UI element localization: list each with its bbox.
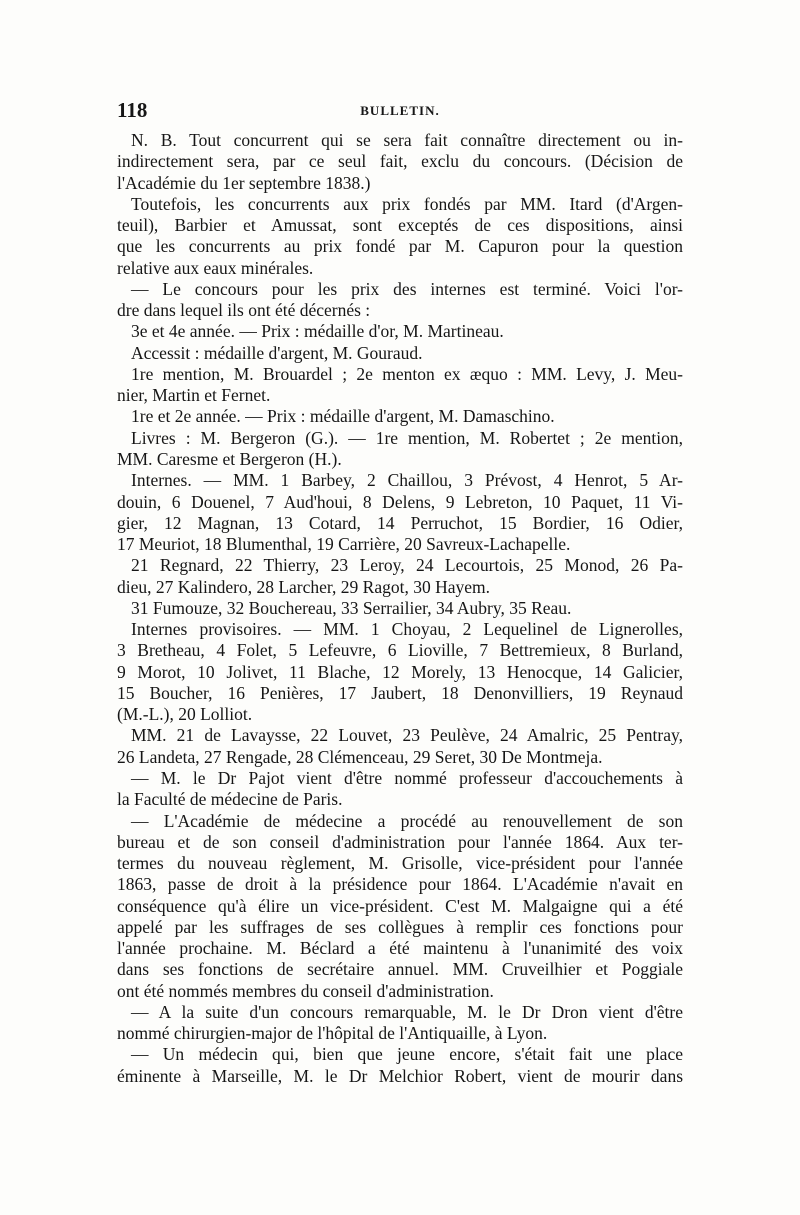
text-line: termes du nouveau règlement, M. Grisolle, vice-président pour l'année (117, 853, 683, 874)
text-line: Accessit : médaille d'argent, M. Gouraud. (131, 342, 423, 363)
text-line: conséquence qu'à élire un vice-président. C'est M. Malgaigne qui a été (117, 895, 683, 916)
text-line: 1re mention, M. Brouardel ; 2e menton ex æquo : MM. Levy, J. Meu- (131, 363, 683, 384)
text-line: 9 Morot, 10 Jolivet, 11 Blache, 12 Morely, 13 Henocque, 14 Galicier, (117, 661, 683, 682)
text-line: teuil), Barbier et Amussat, sont exceptés de ces dispositions, ainsi (117, 215, 683, 236)
text-line: douin, 6 Douenel, 7 Aud'houi, 8 Delens, 9 Lebreton, 10 Paquet, 11 Vi- (117, 491, 683, 512)
text-line: l'Académie du 1er septembre 1838.) (117, 172, 371, 193)
text-line: la Faculté de médecine de Paris. (117, 789, 343, 810)
text-line: — L'Académie de médecine a procédé au renouvellement de son (131, 810, 683, 831)
text-line: 17 Meuriot, 18 Blumenthal, 19 Carrière, 20 Savreux-Lachapelle. (117, 534, 571, 555)
text-line: ont été nommés membres du conseil d'administration. (117, 980, 494, 1001)
text-line: indirectement sera, par ce seul fait, exclu du concours. (Décision de (117, 151, 683, 172)
text-line: — M. le Dr Pajot vient d'être nommé professeur d'accouchements à (131, 767, 683, 788)
text-line: Internes. — MM. 1 Barbey, 2 Chaillou, 3 Prévost, 4 Henrot, 5 Ar- (131, 470, 683, 491)
text-line: 3 Bretheau, 4 Folet, 5 Lefeuvre, 6 Lioville, 7 Bettremieux, 8 Burland, (117, 640, 683, 661)
running-head: BULLETIN. (360, 103, 440, 118)
text-line: MM. Caresme et Bergeron (H.). (117, 448, 342, 469)
text-line: appelé par les suffrages de ses collègues à remplir ces fonctions pour (117, 916, 683, 937)
text-line: Toutefois, les concurrents aux prix fondés par MM. Itard (d'Argen- (131, 193, 683, 214)
text-line: 1re et 2e année. — Prix : médaille d'argent, M. Damaschino. (131, 406, 555, 427)
text-line: dre dans lequel ils ont été décernés : (117, 300, 371, 321)
page-number: 118 (117, 98, 148, 122)
body-text (117, 130, 683, 1087)
text-line: 21 Regnard, 22 Thierry, 23 Leroy, 24 Lecourtois, 25 Monod, 26 Pa- (131, 555, 683, 576)
text-line: 15 Boucher, 16 Penières, 17 Jaubert, 18 Denonvilliers, 19 Reynaud (117, 682, 683, 703)
text-line: relative aux eaux minérales. (117, 257, 314, 278)
text-line: dieu, 27 Kalindero, 28 Larcher, 29 Ragot, 30 Hayem. (117, 576, 491, 597)
text-line: Livres : M. Bergeron (G.). — 1re mention, M. Robertet ; 2e mention, (131, 427, 683, 448)
text-line: Internes provisoires. — MM. 1 Choyau, 2 Lequelinel de Lignerolles, (131, 619, 683, 640)
text-line: — Le concours pour les prix des internes est terminé. Voici l'or- (131, 278, 683, 299)
text-line: 31 Fumouze, 32 Bouchereau, 33 Serrailier, 34 Aubry, 35 Reau. (131, 597, 572, 618)
text-line: 3e et 4e année. — Prix : médaille d'or, M. Martineau. (131, 321, 504, 342)
text-line: 26 Landeta, 27 Rengade, 28 Clémenceau, 29 Seret, 30 De Montmeja. (117, 746, 603, 767)
text-line: nommé chirurgien-major de l'hôpital de l'Antiquaille, à Lyon. (117, 1023, 548, 1044)
text-line: — A la suite d'un concours remarquable, M. le Dr Dron vient d'être (131, 1001, 683, 1022)
text-line: dans ses fonctions de secrétaire annuel. MM. Cruveilhier et Poggiale (117, 959, 683, 980)
text-line: N. B. Tout concurrent qui se sera fait connaître directement ou in- (131, 130, 683, 150)
text-line: nier, Martin et Fernet. (117, 385, 271, 406)
text-line: gier, 12 Magnan, 13 Cotard, 14 Perruchot, 15 Bordier, 16 Odier, (117, 512, 683, 533)
page-header (117, 98, 683, 124)
text-line: 1863, passe de droit à la présidence pour 1864. L'Académie n'avait en (117, 874, 683, 895)
text-line: l'année prochaine. M. Béclard a été maintenu à l'unanimité des voix (117, 938, 683, 959)
text-line: (M.-L.), 20 Lolliot. (117, 704, 253, 725)
text-line: bureau et de son conseil d'administration pour l'année 1864. Aux ter- (117, 831, 683, 852)
text-line: que les concurrents au prix fondé par M. Capuron pour la question (117, 236, 683, 257)
text-line: — Un médecin qui, bien que jeune encore, s'était fait une place (131, 1044, 683, 1065)
text-line: éminente à Marseille, M. le Dr Melchior Robert, vient de mourir dans (117, 1065, 683, 1086)
text-line: MM. 21 de Lavaysse, 22 Louvet, 23 Peulève, 24 Amalric, 25 Pentray, (131, 725, 683, 746)
